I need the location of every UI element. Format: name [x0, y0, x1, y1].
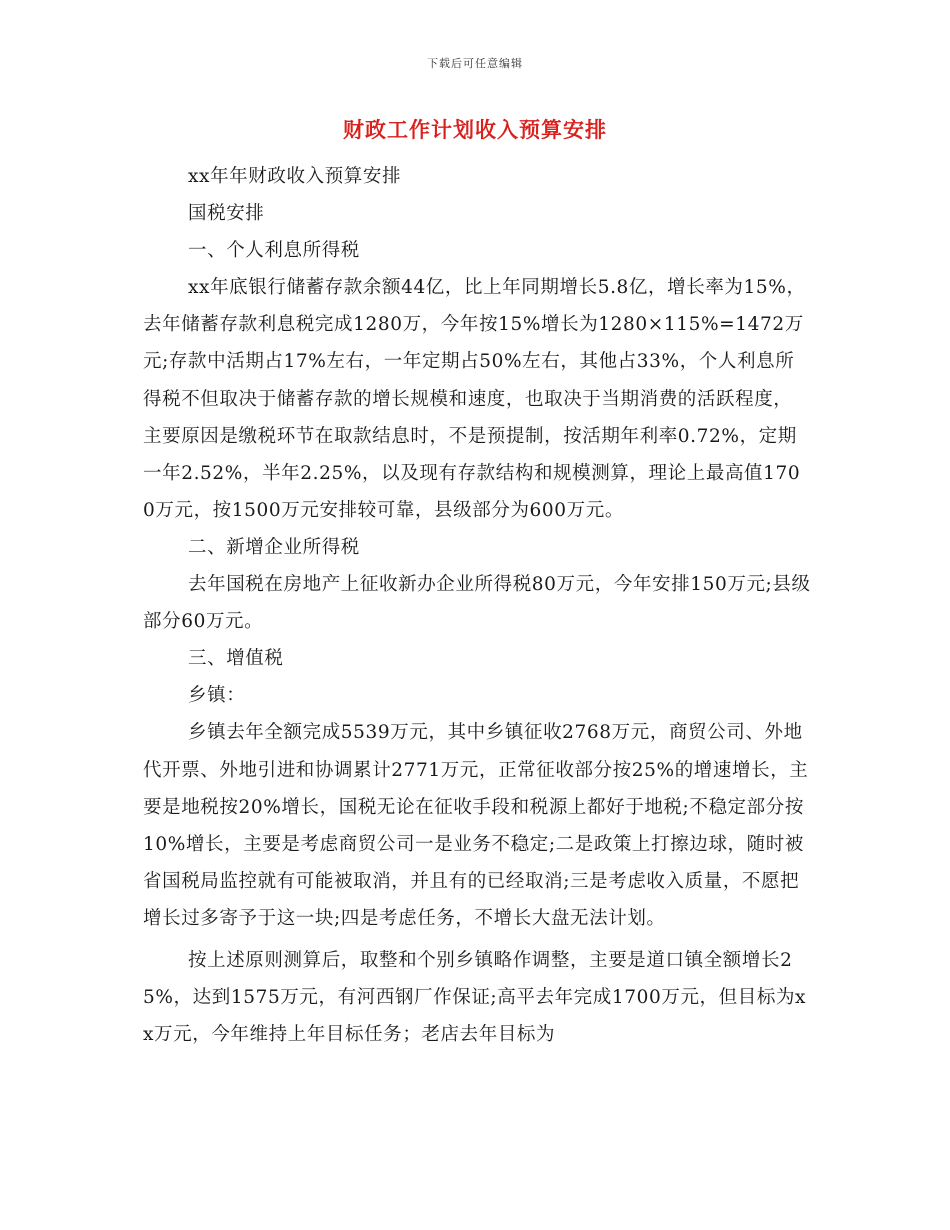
paragraph-adjustment: 按上述原则测算后，取整和个别乡镇略作调整，主要是道口镇全额增长25%，达到1575万元，有河西钢厂作保证;高平去年完成1700万元，但目标为xx万元，今年维持上年目标任务；老店去年目标为 — [143, 949, 807, 1046]
document-body — [143, 158, 811, 1053]
paragraph-interest-tax: xx年底银行储蓄存款余额44亿，比上年同期增长5.8亿，增长率为15%，去年储蓄存款利息税完成1280万，今年按15%增长为1280×115%=1472万元;存款中活期占17%左右，一年定期占50%左右，其他占33%，个人利息所得税不但取决于储蓄存款的增长规模和速度，也取决于当期消费的活跃程度，主要原因是缴税环节在取款结息时，不是预提制，按活期年利率0.72%，定期一年2.52%，半年2.25%，以及现有存款结构和规模测算，理论上最高值1700万元，按1500万元安排较可靠，县级部分为600万元。 — [143, 277, 806, 521]
paragraph-township-label: 乡镇： — [188, 685, 246, 707]
paragraph-township-vat: 乡镇去年全额完成5539万元，其中乡镇征收2768万元，商贸公司、外地代开票、外地引进和协调累计2771万元，正常征收部分按25%的增速增长，主要是地税按20%增长，国税无论在征收手段和税源上都好于地税;不稳定部分按10%增长，主要是考虑商贸公司一是业务不稳定;二是政策上打擦边球，随时被省国税局监控就有可能被取消，并且有的已经取消;三是考虑收入质量，不愿把增长过多寄予于这一块;四是考虑任务，不增长大盘无法计划。 — [143, 722, 809, 929]
document-title: 财政工作计划收入预算安排 — [343, 117, 607, 142]
section-heading-enterprise-tax: 二、新增企业所得税 — [188, 536, 360, 558]
paragraph-budget-heading: xx年年财政收入预算安排 — [188, 166, 402, 187]
section-heading-vat: 三、增值税 — [188, 648, 284, 670]
paragraph-enterprise-tax: 去年国税在房地产上征收新办企业所得税80万元，今年安排150万元;县级部分60万元。 — [143, 574, 811, 633]
paragraph-national-tax-heading: 国税安排 — [188, 203, 265, 225]
page-header-note: 下载后可任意编辑 — [427, 57, 523, 70]
section-heading-interest-tax: 一、个人利息所得税 — [188, 240, 360, 262]
